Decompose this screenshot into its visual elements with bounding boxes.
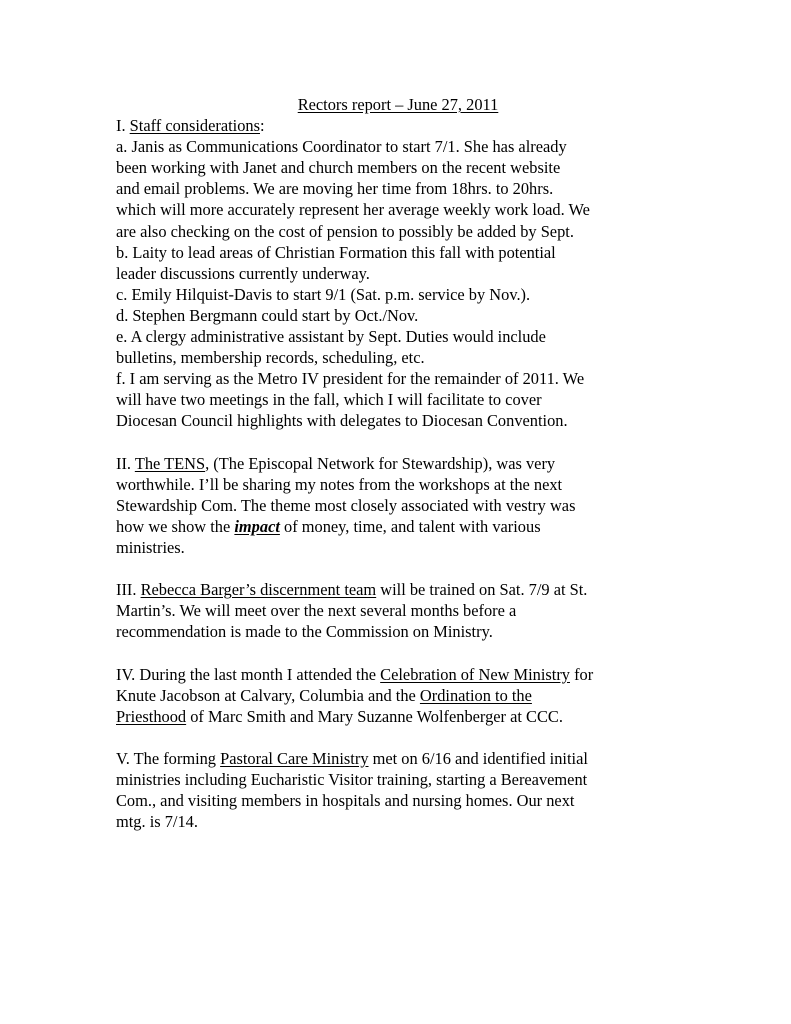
tens-underlined-text: The TENS xyxy=(134,453,206,473)
discernment-team-underlined-text: Rebecca Barger’s discernment team xyxy=(140,580,377,600)
item-e-line: bulletins, membership records, scheduling, etc. xyxy=(116,348,425,368)
paragraph-line: Com., and visiting members in hospitals and nursing homes. Our next xyxy=(116,791,575,811)
item-b-line: b. Laity to lead areas of Christian Formation this fall with potential xyxy=(116,242,556,262)
section-tens xyxy=(116,453,680,558)
item-a-line: a. Janis as Communications Coordinator to start 7/1. She has already xyxy=(116,137,567,157)
section-staff-considerations xyxy=(116,115,680,431)
section-number: II. xyxy=(116,453,135,473)
paragraph-line: Martin’s. We will meet over the next several months before a xyxy=(116,601,517,621)
title-text: Rectors report – June 27, 2011 xyxy=(297,95,499,114)
heading-colon: : xyxy=(260,116,265,136)
ordination-underlined-text: Ordination to the xyxy=(419,685,532,705)
paragraph-text: will be trained on Sat. 7/9 at St. xyxy=(376,580,588,600)
report-body xyxy=(116,94,680,832)
paragraph-text: how we show the xyxy=(116,516,235,536)
section-number: III. xyxy=(116,580,141,600)
section-heading xyxy=(116,115,680,136)
paragraph-text: of Marc Smith and Mary Suzanne Wolfenberger at CCC. xyxy=(186,706,563,726)
priesthood-underlined-text: Priesthood xyxy=(116,706,187,726)
paragraph-line: worthwhile. I’ll be sharing my notes from the workshops at the next xyxy=(116,474,563,494)
item-a-line: and email problems. We are moving her time from 18hrs. to 20hrs. xyxy=(116,179,554,199)
paragraph-line xyxy=(116,685,680,706)
paragraph-line: ministries including Eucharistic Visitor training, starting a Bereavement xyxy=(116,770,588,789)
paragraph-text: Knute Jacobson at Calvary, Columbia and the xyxy=(116,685,420,705)
paragraph-line xyxy=(116,664,680,685)
page-title xyxy=(116,94,680,115)
item-c-line: c. Emily Hilquist-Davis to start 9/1 (Sat. p.m. service by Nov.). xyxy=(116,284,531,304)
paragraph-line: ministries. xyxy=(116,537,185,557)
section-discernment-team xyxy=(116,579,680,642)
impact-emphasis: impact xyxy=(234,516,280,536)
paragraph-text: met on 6/16 and identified initial xyxy=(368,748,588,768)
paragraph-text: , (The Episcopal Network for Stewardship), was very xyxy=(205,453,556,473)
item-a-line: which will more accurately represent her average weekly work load. We xyxy=(116,200,590,220)
paragraph-spacer xyxy=(116,432,680,453)
item-a-line: are also checking on the cost of pension to possibly be added by Sept. xyxy=(116,221,574,241)
paragraph-line: recommendation is made to the Commission on Ministry. xyxy=(116,622,493,642)
section-events-attended xyxy=(116,664,680,727)
item-f-line: Diocesan Council highlights with delegates to Diocesan Convention. xyxy=(116,411,568,431)
paragraph-text: for xyxy=(570,664,594,684)
paragraph-line: Stewardship Com. The theme most closely associated with vestry was xyxy=(116,495,576,515)
section-number: I. xyxy=(116,116,130,136)
paragraph-line xyxy=(116,453,680,474)
pastoral-care-underlined-text: Pastoral Care Ministry xyxy=(220,748,369,768)
paragraph-spacer xyxy=(116,642,680,663)
item-e-line: e. A clergy administrative assistant by Sept. Duties would include xyxy=(116,327,546,347)
paragraph-line xyxy=(116,579,680,600)
paragraph-text: of money, time, and talent with various xyxy=(279,516,541,536)
celebration-underlined-text: Celebration of New Ministry xyxy=(380,664,570,684)
item-d-line: d. Stephen Bergmann could start by Oct./Nov. xyxy=(116,305,419,325)
paragraph-line: mtg. is 7/14. xyxy=(116,812,198,832)
paragraph-line xyxy=(116,706,680,727)
section-heading-text: Staff considerations xyxy=(129,116,260,136)
paragraph-spacer xyxy=(116,558,680,579)
item-f-line: will have two meetings in the fall, which I will facilitate to cover xyxy=(116,390,542,410)
paragraph-spacer xyxy=(116,727,680,748)
item-a-line: been working with Janet and church members on the recent website xyxy=(116,158,561,178)
paragraph-line xyxy=(116,516,680,537)
item-f-line: f. I am serving as the Metro IV president for the remainder of 2011. We xyxy=(116,369,585,389)
paragraph-text: IV. During the last month I attended the xyxy=(116,664,381,684)
paragraph-line xyxy=(116,748,680,769)
section-pastoral-care xyxy=(116,748,680,832)
item-b-line: leader discussions currently underway. xyxy=(116,263,370,283)
paragraph-text: V. The forming xyxy=(116,748,221,768)
